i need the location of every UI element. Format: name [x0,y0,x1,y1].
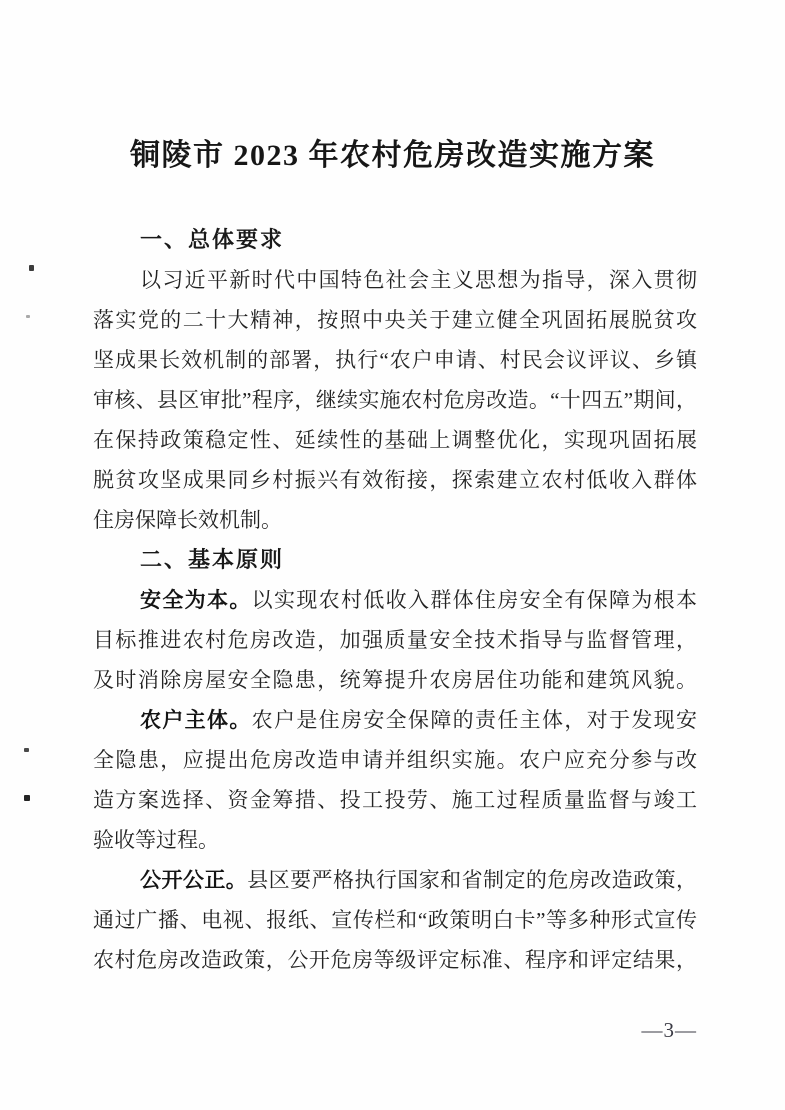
paragraph-lead: 公开公正。 [140,868,248,892]
text-line: 以习近平新时代中国特色社会主义思想为指导，深入贯彻 [140,268,697,292]
text-line [93,580,697,620]
text-line: 坚成果长效机制的部署，执行“农户申请、村民会议评议、乡镇 [93,348,697,372]
page-number: —3— [641,1018,697,1042]
text-line: 通过广播、电视、报纸、宣传栏和“政策明白卡”等多种形式宣传 [93,908,697,932]
text-line: 验收等过程。 [93,828,219,852]
paragraph-text: 县区要严格执行国家和省制定的危房改造政策， [247,868,697,892]
text-line: 住房保障长效机制。 [93,508,282,532]
text-line: 脱贫攻坚成果同乡村振兴有效衔接，探索建立农村低收入群体 [93,468,697,492]
section-heading-2: 二、基本原则 [140,547,285,572]
document-title: 铜陵市 2023 年农村危房改造实施方案 [130,139,655,172]
paragraph-text: 以实现农村低收入群体住房安全有保障为根本 [251,588,697,612]
text-line: 落实党的二十大精神，按照中央关于建立健全巩固拓展脱贫攻 [93,308,697,332]
text-line [93,700,697,740]
text-line: 及时消除房屋安全隐患，统筹提升农房居住功能和建筑风貌。 [93,668,697,692]
scan-speck [24,748,29,752]
section-heading-1: 一、总体要求 [140,227,285,252]
text-line: 在保持政策稳定性、延续性的基础上调整优化，实现巩固拓展 [93,428,697,452]
scan-speck [29,265,34,271]
paragraph-lead: 农户主体。 [140,708,252,732]
scan-speck [26,315,30,318]
text-line: 全隐患，应提出危房改造申请并组织实施。农户应充分参与改 [93,748,697,772]
text-line: 造方案选择、资金筹措、投工投劳、施工过程质量监督与竣工 [93,788,697,812]
paragraph-text: 农户是住房安全保障的责任主体，对于发现安 [251,708,697,732]
scan-speck [24,795,30,801]
text-line: 审核、县区审批”程序，继续实施农村危房改造。“十四五”期间， [93,388,697,412]
text-line: 农村危房改造政策，公开危房等级评定标准、程序和评定结果， [93,948,697,972]
text-line [93,860,697,900]
document-body [93,220,697,980]
paragraph-lead: 安全为本。 [140,588,252,612]
text-line: 目标推进农村危房改造，加强质量安全技术指导与监督管理， [93,628,697,652]
